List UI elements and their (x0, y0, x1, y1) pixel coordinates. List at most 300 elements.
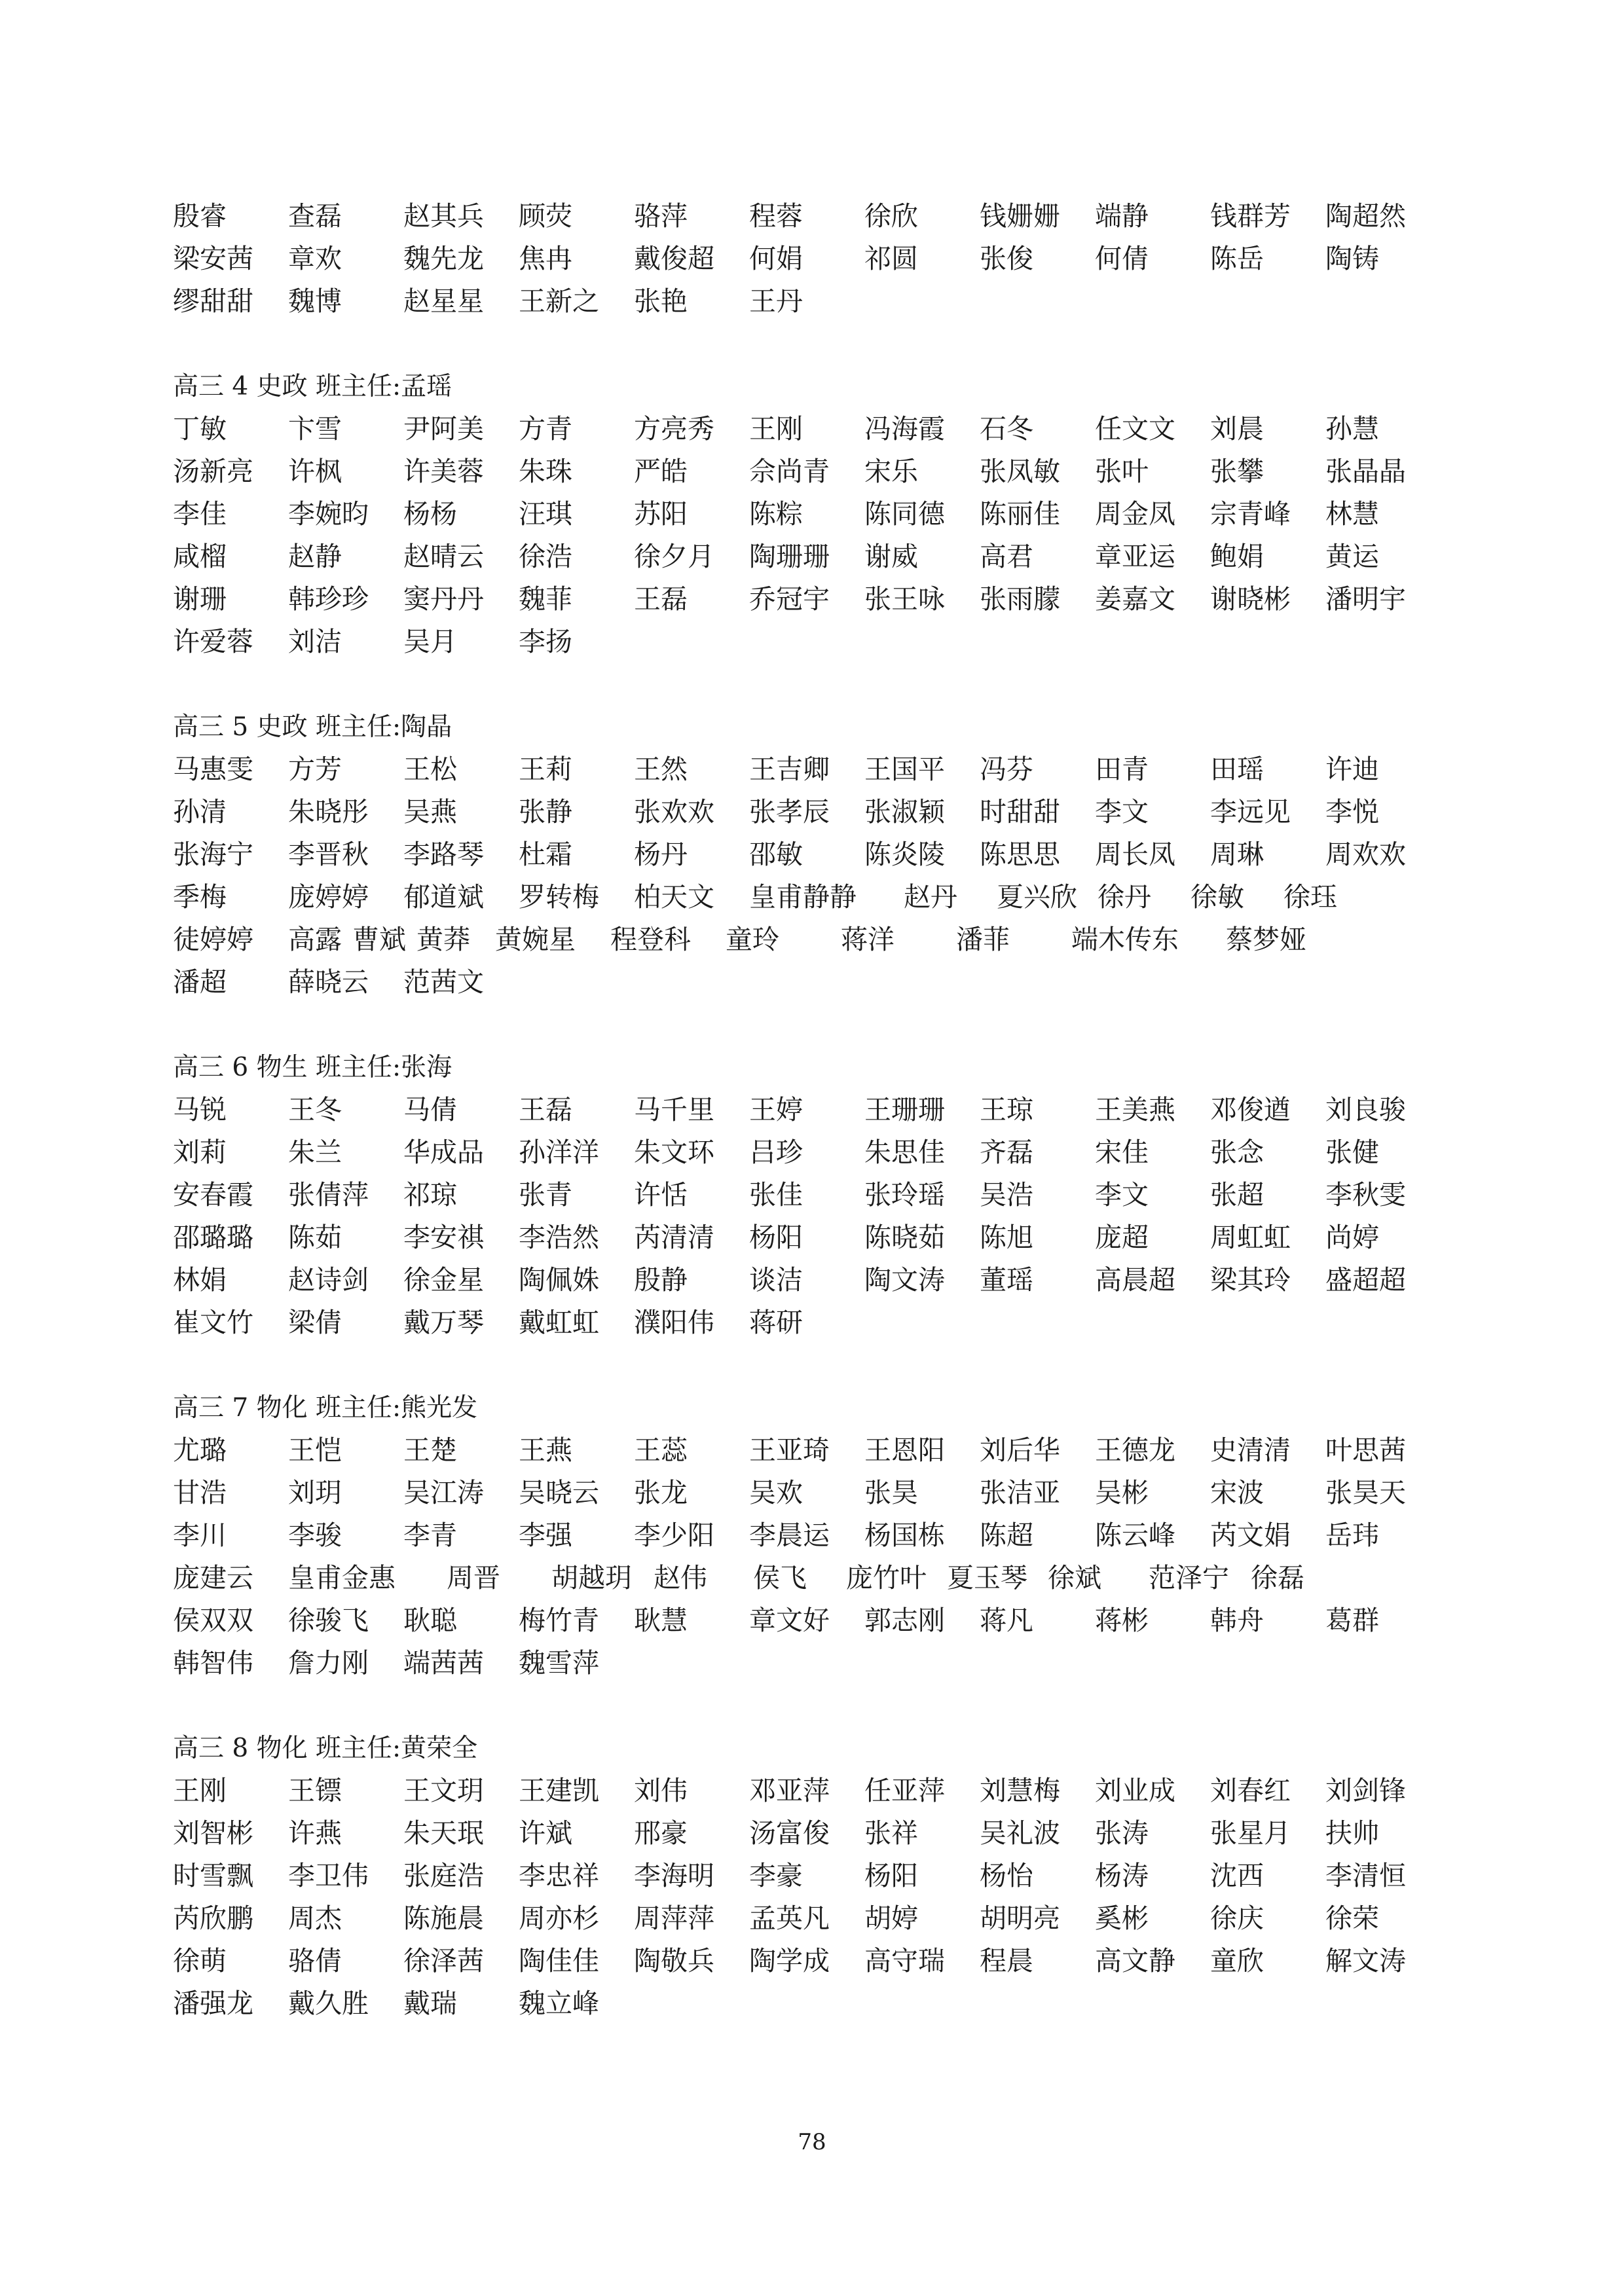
student-name: 戴万琴 (403, 1307, 484, 1338)
student-name: 查磊 (288, 200, 342, 232)
student-name: 吴晓云 (519, 1477, 599, 1508)
student-name: 任文文 (1095, 413, 1175, 445)
student-name: 张孝辰 (749, 796, 830, 828)
student-name: 李青 (403, 1520, 457, 1551)
student-name: 邵璐璐 (173, 1222, 253, 1253)
student-name: 徐浩 (519, 541, 572, 572)
student-name: 李少阳 (634, 1520, 714, 1551)
class-roster-g3-4 (173, 366, 1469, 663)
student-name: 邓俊遒 (1210, 1094, 1291, 1125)
student-name: 黄莽 (416, 924, 470, 955)
student-name: 李文 (1095, 796, 1149, 828)
student-name: 何倩 (1095, 243, 1149, 274)
student-name: 夏玉琴 (947, 1562, 1027, 1594)
student-name: 徐金星 (403, 1264, 484, 1296)
class-heading: 高三 8 物化 班主任:黄荣全 (173, 1734, 478, 1763)
student-name: 谈洁 (749, 1264, 803, 1296)
student-name: 魏菲 (519, 583, 572, 615)
student-name: 时雪飘 (173, 1860, 253, 1891)
student-name: 徐夕月 (634, 541, 714, 572)
student-name: 叶思茜 (1325, 1434, 1406, 1466)
student-name: 方芳 (288, 754, 342, 785)
student-name: 石冬 (980, 413, 1033, 445)
student-name: 殷睿 (173, 200, 227, 232)
student-name: 许斌 (519, 1817, 572, 1849)
student-name: 韩智伟 (173, 1647, 253, 1679)
student-name: 窦丹丹 (403, 583, 484, 615)
student-name: 周晋 (447, 1562, 500, 1594)
student-name: 童玲 (726, 924, 779, 955)
student-name: 张王咏 (864, 583, 945, 615)
student-name: 胡婷 (864, 1903, 918, 1934)
student-name: 刘洁 (288, 626, 342, 657)
student-name: 端茜茜 (403, 1647, 484, 1679)
student-name: 钱群芳 (1210, 200, 1291, 232)
student-name: 郁道斌 (403, 881, 484, 913)
student-name: 芮文娟 (1210, 1520, 1291, 1551)
student-name: 高晨超 (1095, 1264, 1175, 1296)
student-name: 马千里 (634, 1094, 714, 1125)
student-name: 乔冠宇 (749, 583, 830, 615)
class-heading: 高三 6 物生 班主任:张海 (173, 1053, 452, 1082)
student-name: 范泽宁 (1149, 1562, 1229, 1594)
student-name: 陶文涛 (864, 1264, 945, 1296)
student-name: 张佳 (749, 1179, 803, 1211)
student-name: 李悦 (1325, 796, 1379, 828)
student-name: 徐欣 (864, 200, 918, 232)
student-name: 张静 (519, 796, 572, 828)
student-name: 陶佩姝 (519, 1264, 599, 1296)
student-name: 潘明宇 (1325, 583, 1406, 615)
student-name: 柏天文 (634, 881, 714, 913)
student-name: 吴欢 (749, 1477, 803, 1508)
student-name: 吴浩 (980, 1179, 1033, 1211)
student-name: 佘尚青 (749, 456, 830, 487)
student-name: 冯芬 (980, 754, 1033, 785)
names-row-irregular (173, 919, 1469, 961)
student-name: 陈晓茹 (864, 1222, 945, 1253)
student-name: 童欣 (1210, 1945, 1264, 1977)
student-name: 黄运 (1325, 541, 1379, 572)
names-grid (173, 748, 1469, 876)
student-name: 李远见 (1210, 796, 1291, 828)
student-name: 蒋洋 (841, 924, 895, 955)
student-name: 陶学成 (749, 1945, 830, 1977)
student-name: 陶超然 (1325, 200, 1406, 232)
student-name: 吴燕 (403, 796, 457, 828)
student-name: 陈思思 (980, 839, 1060, 870)
student-name: 徐珏 (1283, 881, 1337, 913)
student-name: 马惠雯 (173, 754, 253, 785)
student-name: 李扬 (519, 626, 572, 657)
student-name: 李秋雯 (1325, 1179, 1406, 1211)
student-name: 杜霜 (519, 839, 572, 870)
student-name: 端木传东 (1071, 924, 1179, 955)
student-name: 王吉卿 (749, 754, 830, 785)
student-name: 张晶晶 (1325, 456, 1406, 487)
student-name: 章文好 (749, 1605, 830, 1636)
student-name: 周亦杉 (519, 1903, 599, 1934)
student-name: 庞超 (1095, 1222, 1149, 1253)
student-name: 陈丽佳 (980, 498, 1060, 530)
student-name: 汤新亮 (173, 456, 253, 487)
names-grid (173, 1599, 1469, 1685)
student-name: 陈同德 (864, 498, 945, 530)
student-name: 赵诗剑 (288, 1264, 369, 1296)
student-name: 陈粽 (749, 498, 803, 530)
student-name: 刘业成 (1095, 1775, 1175, 1806)
student-name: 许燕 (288, 1817, 342, 1849)
student-name: 缪甜甜 (173, 285, 253, 317)
student-name: 王刚 (173, 1775, 227, 1806)
student-name: 端静 (1095, 200, 1149, 232)
student-name: 庞竹叶 (846, 1562, 927, 1594)
student-name: 徐磊 (1251, 1562, 1304, 1594)
student-name: 刘晨 (1210, 413, 1264, 445)
student-name: 张洁亚 (980, 1477, 1060, 1508)
page-number: 78 (798, 2129, 826, 2155)
student-name: 刘剑锋 (1325, 1775, 1406, 1806)
student-name: 陈施晨 (403, 1903, 484, 1934)
student-name: 王恺 (288, 1434, 342, 1466)
student-name: 田瑶 (1210, 754, 1264, 785)
student-name: 李清恒 (1325, 1860, 1406, 1891)
student-name: 李海明 (634, 1860, 714, 1891)
student-name: 何娟 (749, 243, 803, 274)
student-name: 皇甫金惠 (288, 1562, 396, 1594)
student-name: 张艳 (634, 285, 688, 317)
student-name: 徒婷婷 (173, 924, 253, 955)
student-name: 蒋彬 (1095, 1605, 1149, 1636)
student-name: 杨涛 (1095, 1860, 1149, 1891)
student-name: 岳玮 (1325, 1520, 1379, 1551)
student-name: 许爱蓉 (173, 626, 253, 657)
student-name: 王珊珊 (864, 1094, 945, 1125)
student-name: 季梅 (173, 881, 227, 913)
student-name: 魏雪萍 (519, 1647, 599, 1679)
student-name: 陶佳佳 (519, 1945, 599, 1977)
student-name: 刘良骏 (1325, 1094, 1406, 1125)
student-name: 张念 (1210, 1137, 1264, 1168)
student-name: 史清清 (1210, 1434, 1291, 1466)
student-name: 蒋研 (749, 1307, 803, 1338)
student-name: 周金凤 (1095, 498, 1175, 530)
student-name: 时甜甜 (980, 796, 1060, 828)
student-name: 王然 (634, 754, 688, 785)
student-name: 张凤敏 (980, 456, 1060, 487)
student-name: 高露 (288, 924, 342, 955)
student-name: 张玲瑶 (864, 1179, 945, 1211)
student-name: 王燕 (519, 1434, 572, 1466)
student-name: 许迪 (1325, 754, 1379, 785)
student-name: 祁圆 (864, 243, 918, 274)
student-name: 王丹 (749, 285, 803, 317)
student-name: 刘莉 (173, 1137, 227, 1168)
student-name: 吴江涛 (403, 1477, 484, 1508)
student-name: 李晋秋 (288, 839, 369, 870)
class-roster-continued (173, 195, 1469, 323)
student-name: 刘智彬 (173, 1817, 253, 1849)
student-name: 冯海霞 (864, 413, 945, 445)
student-name: 耿聪 (403, 1605, 457, 1636)
student-name: 赵伟 (654, 1562, 707, 1594)
student-name: 甘浩 (173, 1477, 227, 1508)
student-name: 李豪 (749, 1860, 803, 1891)
student-name: 王文玥 (403, 1775, 484, 1806)
student-name: 马锐 (173, 1094, 227, 1125)
student-name: 潘超 (173, 966, 227, 998)
student-name: 张庭浩 (403, 1860, 484, 1891)
student-name: 田青 (1095, 754, 1149, 785)
student-name: 李浩然 (519, 1222, 599, 1253)
student-name: 陈岳 (1210, 243, 1264, 274)
student-name: 王亚琦 (749, 1434, 830, 1466)
student-name: 朱天珉 (403, 1817, 484, 1849)
student-name: 张昊天 (1325, 1477, 1406, 1508)
student-name: 徐丹 (1098, 881, 1151, 913)
student-name: 任亚萍 (864, 1775, 945, 1806)
student-name: 韩珍珍 (288, 583, 369, 615)
student-name: 朱珠 (519, 456, 572, 487)
student-name: 程登科 (610, 924, 691, 955)
student-name: 潘菲 (956, 924, 1010, 955)
student-name: 徐骏飞 (288, 1605, 369, 1636)
student-name: 李骏 (288, 1520, 342, 1551)
names-row-irregular (173, 1557, 1469, 1599)
student-name: 朱晓彤 (288, 796, 369, 828)
student-name: 祁琼 (403, 1179, 457, 1211)
student-name: 胡越玥 (551, 1562, 632, 1594)
student-name: 王美燕 (1095, 1094, 1175, 1125)
student-name: 安春霞 (173, 1179, 253, 1211)
student-name: 芮清清 (634, 1222, 714, 1253)
class-heading: 高三 5 史政 班主任:陶晶 (173, 712, 452, 742)
student-name: 张俊 (980, 243, 1033, 274)
student-name: 杨国栋 (864, 1520, 945, 1551)
student-name: 马倩 (403, 1094, 457, 1125)
student-name: 卞雪 (288, 413, 342, 445)
student-name: 韩舟 (1210, 1605, 1264, 1636)
student-name: 王新之 (519, 285, 599, 317)
student-name: 孙清 (173, 796, 227, 828)
student-name: 陶珊珊 (749, 541, 830, 572)
student-name: 杨杨 (403, 498, 457, 530)
student-name: 张超 (1210, 1179, 1264, 1211)
student-name: 李忠祥 (519, 1860, 599, 1891)
student-name: 王松 (403, 754, 457, 785)
student-name: 汪琪 (519, 498, 572, 530)
student-name: 周长凤 (1095, 839, 1175, 870)
class-roster-g3-8 (173, 1728, 1469, 2025)
student-name: 孙洋洋 (519, 1137, 599, 1168)
student-name: 薛晓云 (288, 966, 369, 998)
student-name: 徐荣 (1325, 1903, 1379, 1934)
student-name: 姜嘉文 (1095, 583, 1175, 615)
student-name: 张淑颖 (864, 796, 945, 828)
student-name: 张健 (1325, 1137, 1379, 1168)
student-name: 张欢欢 (634, 796, 714, 828)
student-name: 严皓 (634, 456, 688, 487)
class-heading: 高三 7 物化 班主任:熊光发 (173, 1393, 478, 1423)
student-name: 谢威 (864, 541, 918, 572)
student-name: 陈云峰 (1095, 1520, 1175, 1551)
student-name: 扶帅 (1325, 1817, 1379, 1849)
student-name: 齐磊 (980, 1137, 1033, 1168)
student-name: 张倩萍 (288, 1179, 369, 1211)
student-name: 梁安茜 (173, 243, 253, 274)
student-name: 赵静 (288, 541, 342, 572)
student-name: 曹斌 (352, 924, 406, 955)
student-name: 尤璐 (173, 1434, 227, 1466)
student-name: 邢豪 (634, 1817, 688, 1849)
student-name: 李佳 (173, 498, 227, 530)
student-name: 顾荧 (519, 200, 572, 232)
student-name: 张青 (519, 1179, 572, 1211)
student-name: 方青 (519, 413, 572, 445)
student-name: 汤富俊 (749, 1817, 830, 1849)
student-name: 孙慧 (1325, 413, 1379, 445)
student-name: 蒋凡 (980, 1605, 1033, 1636)
student-name: 李路琴 (403, 839, 484, 870)
student-name: 夏兴欣 (997, 881, 1077, 913)
student-name: 潘强龙 (173, 1988, 253, 2019)
student-name: 赵星星 (403, 285, 484, 317)
student-name: 濮阳伟 (634, 1307, 714, 1338)
student-name: 张攀 (1210, 456, 1264, 487)
student-name: 皇甫静静 (749, 881, 857, 913)
student-name: 范茜文 (403, 966, 484, 998)
student-name: 章亚运 (1095, 541, 1175, 572)
class-roster-g3-5 (173, 706, 1469, 1004)
student-name: 杨阳 (749, 1222, 803, 1253)
names-grid (173, 1429, 1469, 1557)
student-name: 解文涛 (1325, 1945, 1406, 1977)
names-row-irregular (173, 876, 1469, 919)
student-name: 高君 (980, 541, 1033, 572)
student-name: 陈茹 (288, 1222, 342, 1253)
student-name: 梁倩 (288, 1307, 342, 1338)
student-name: 邓亚萍 (749, 1775, 830, 1806)
student-name: 朱思佳 (864, 1137, 945, 1168)
student-name: 鲍娟 (1210, 541, 1264, 572)
student-name: 丁敏 (173, 413, 227, 445)
student-name: 董瑶 (980, 1264, 1033, 1296)
student-name: 蔡梦娅 (1226, 924, 1306, 955)
student-name: 黄婉星 (495, 924, 576, 955)
student-name: 张叶 (1095, 456, 1149, 487)
names-grid (173, 408, 1469, 663)
student-name: 戴俊超 (634, 243, 714, 274)
student-name: 陶铸 (1325, 243, 1379, 274)
student-name: 徐敏 (1190, 881, 1244, 913)
student-name: 侯双双 (173, 1605, 253, 1636)
student-name: 华成品 (403, 1137, 484, 1168)
student-name: 徐斌 (1048, 1562, 1101, 1594)
student-name: 周杰 (288, 1903, 342, 1934)
student-name: 方亮秀 (634, 413, 714, 445)
student-name: 刘后华 (980, 1434, 1060, 1466)
student-name: 王刚 (749, 413, 803, 445)
student-name: 李文 (1095, 1179, 1149, 1211)
student-name: 杨阳 (864, 1860, 918, 1891)
student-name: 吴礼波 (980, 1817, 1060, 1849)
class-roster-page (173, 195, 1469, 2025)
student-name: 戴瑞 (403, 1988, 457, 2019)
student-name: 宗青峰 (1210, 498, 1291, 530)
student-name: 赵其兵 (403, 200, 484, 232)
student-name: 李晨运 (749, 1520, 830, 1551)
student-name: 李安祺 (403, 1222, 484, 1253)
student-name: 陶敬兵 (634, 1945, 714, 1977)
student-name: 张海宁 (173, 839, 253, 870)
student-name: 刘春红 (1210, 1775, 1291, 1806)
student-name: 杨丹 (634, 839, 688, 870)
student-name: 刘慧梅 (980, 1775, 1060, 1806)
student-name: 徐萌 (173, 1945, 227, 1977)
student-name: 王婷 (749, 1094, 803, 1125)
student-name: 张雨朦 (980, 583, 1060, 615)
student-name: 刘玥 (288, 1477, 342, 1508)
names-grid (173, 1770, 1469, 2025)
student-name: 陈炎陵 (864, 839, 945, 870)
student-name: 张昊 (864, 1477, 918, 1508)
student-name: 周欢欢 (1325, 839, 1406, 870)
student-name: 詹力刚 (288, 1647, 369, 1679)
student-name: 庞建云 (173, 1562, 253, 1594)
student-name: 戴久胜 (288, 1988, 369, 2019)
student-name: 王恩阳 (864, 1434, 945, 1466)
student-name: 钱姗姗 (980, 200, 1060, 232)
student-name: 周萍萍 (634, 1903, 714, 1934)
student-name: 刘伟 (634, 1775, 688, 1806)
student-name: 李强 (519, 1520, 572, 1551)
student-name: 章欢 (288, 243, 342, 274)
student-name: 许枫 (288, 456, 342, 487)
student-name: 程蓉 (749, 200, 803, 232)
student-name: 林慧 (1325, 498, 1379, 530)
student-name: 李卫伟 (288, 1860, 369, 1891)
student-name: 高守瑞 (864, 1945, 945, 1977)
student-name: 尚婷 (1325, 1222, 1379, 1253)
student-name: 王国平 (864, 754, 945, 785)
student-name: 陈旭 (980, 1222, 1033, 1253)
student-name: 郭志刚 (864, 1605, 945, 1636)
student-name: 宋佳 (1095, 1137, 1149, 1168)
student-name: 魏立峰 (519, 1988, 599, 2019)
names-grid (173, 195, 1469, 323)
student-name: 周虹虹 (1210, 1222, 1291, 1253)
student-name: 王蕊 (634, 1434, 688, 1466)
names-grid (173, 1089, 1469, 1344)
student-name: 张涛 (1095, 1817, 1149, 1849)
student-name: 罗转梅 (519, 881, 599, 913)
student-name: 朱兰 (288, 1137, 342, 1168)
student-name: 胡明亮 (980, 1903, 1060, 1934)
student-name: 芮欣鹏 (173, 1903, 253, 1934)
student-name: 尹阿美 (403, 413, 484, 445)
student-name: 高文静 (1095, 1945, 1175, 1977)
student-name: 孟英凡 (749, 1903, 830, 1934)
student-name: 杨怡 (980, 1860, 1033, 1891)
student-name: 骆倩 (288, 1945, 342, 1977)
student-name: 庞婷婷 (288, 881, 369, 913)
student-name: 王德龙 (1095, 1434, 1175, 1466)
class-heading: 高三 4 史政 班主任:孟瑶 (173, 372, 452, 401)
student-name: 焦冉 (519, 243, 572, 274)
student-name: 林娟 (173, 1264, 227, 1296)
student-name: 王磊 (519, 1094, 572, 1125)
class-roster-g3-7 (173, 1387, 1469, 1685)
